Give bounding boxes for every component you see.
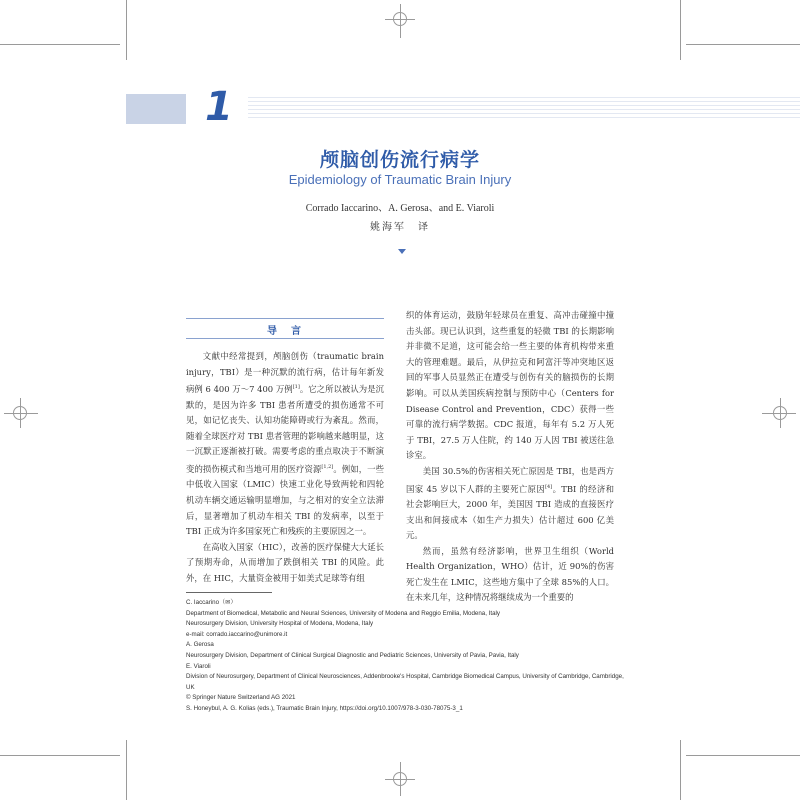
citation: [1,2] [321,463,334,470]
footnote-line: Division of Neurosurgery, Department of Clinical Neurosciences, Addenbrooke's Hospital, Cambridge Biomedical Campus, University of Cambridge, Cambridge, UK [186,673,624,691]
chapter-title-en: Epidemiology of Traumatic Brain Injury [288,172,512,187]
crop-mark [0,755,120,756]
paragraph-text: 。TBI 的经济和社会影响巨大，2000 年，美国因 TBI 造成的直接医疗支出和间接成本（如生产力损失）估计超过 600 亿美元。 [406,483,614,541]
chapter-authors: Corrado Iaccarino、A. Gerosa、and E. Viaroli [305,203,495,214]
footnote-line: E. Viaroli [186,662,211,670]
footnote-line: C. Iaccarino（✉） [186,599,237,606]
paragraph-text: 。例如，一些中低收入国家（LMIC）快速工业化导致两轮和四轮机动车辆交通运输明显增加，与之相对的安全立法滞后，显著增加了机动车相关 TBI 的发病率，以至于 TBI 正成为许多国家死亡和残疾的主要原因之一。 [186,463,384,537]
crop-mark [385,779,415,780]
body-column-left [186,349,384,587]
chapter-translator: 姚海军 译 [370,222,430,233]
citation: [1] [292,384,300,391]
paragraph-text: 美国 30.5%的伤害相关死亡原因是 TBI，也是西方国家 45 岁以下人群的主要死亡原因 [406,465,614,494]
author-footnotes [186,598,626,715]
paragraph: 在高收入国家（HIC），改善的医疗保健大大延长了预期寿命，从而增加了跌倒相关 TBI 的风险。此外，在 HIC，大量资金被用于如美式足球等有组 [186,541,384,583]
chapter-header-stripes [248,97,800,121]
crop-mark [385,19,415,20]
crop-mark [126,740,127,800]
footnote-citation[interactable]: S. Honeybul, A. G. Kolias (eds.), Traumatic Brain Injury, https://doi.org/10.1007/978-3-030-78075-3_1 [186,704,463,712]
crop-mark [0,44,120,45]
crop-mark [680,740,681,800]
body-column-right [406,308,614,606]
footnote-line: Department of Biomedical, Metabolic and Neural Sciences, University of Modena and Reggio Emilia, Modena, Italy [186,609,501,617]
paragraph [406,464,614,544]
paragraph: 然而，虽然有经济影响，世界卫生组织（World Health Organization，WHO）估计，近 90%的伤害死亡发生在 LMIC，这些地方集中了全球 85%的人口。在未来几年，这种情况将继续成为一个重要的 [406,545,614,603]
crop-mark [686,44,800,45]
crop-mark [680,0,681,60]
triangle-divider-icon [398,249,406,254]
footnote-line: Neurosurgery Division, Department of Clinical Surgical Diagnostic and Pediatric Sciences, University of Pavia, Pavia, Italy [186,651,519,659]
citation: [4] [545,483,553,490]
chapter-title-zh: 颅脑创伤流行病学 [319,149,480,171]
heading-rule [186,338,384,339]
chapter-band [126,94,186,124]
footnote-line: A. Gerosa [186,641,214,649]
heading-rule [186,318,384,319]
footnote-copyright: © Springer Nature Switzerland AG 2021 [186,694,296,702]
paragraph [186,349,384,540]
section-heading-intro: 导 言 [267,326,303,337]
crop-mark [686,755,800,756]
paragraph-text: 。它之所以被认为是沉默的，是因为许多 TBI 患者所遭受的损伤通常不可见，如记忆丧失、认知功能障碍或行为紊乱。然而，随着全球医疗对 TBI 患者管理的影响越来越明显，这一沉默正逐渐被打破。需要考虑的重点取决于不断演变的损伤模式和当地可用的医疗资源 [186,383,384,474]
paragraph-text: 文献中经常提到，颅脑创伤（traumatic brain injury，TBI）是一种沉默的流行病，估计每年新发病例 6 400 万～7 400 万例 [186,351,384,394]
crop-mark [126,0,127,60]
paragraph: 织的体育运动，鼓励年轻球员在重复、高冲击碰撞中撞击头部。现已认识到，这些重复的轻微 TBI 的长期影响并非微不足道，这可能会给一些主要的体育机构带来重大的管理难题。最后，从伊拉克和阿富汗等冲突地区返回的军事人员显然正在遭受与创伤有关的脑损伤的长期影响。可以从美国疾病控制与预防中心（Centers for Disease Control and Prevention，CDC）获得一些可靠的流行病学数据。CDC 报道，每年有 5.2 万人死于 TBI，27.5 万人住院，约 140 万人因 TBI 被送往急诊室。 [406,310,614,461]
footnote-rule [186,592,272,593]
footnote-email[interactable]: e-mail: corrado.iaccarino@unimore.it [186,630,288,638]
chapter-number: 1 [205,84,233,130]
crop-mark [762,413,796,414]
footnote-line: Neurosurgery Division, University Hospital of Modena, Modena, Italy [186,620,374,628]
crop-mark [4,413,38,414]
